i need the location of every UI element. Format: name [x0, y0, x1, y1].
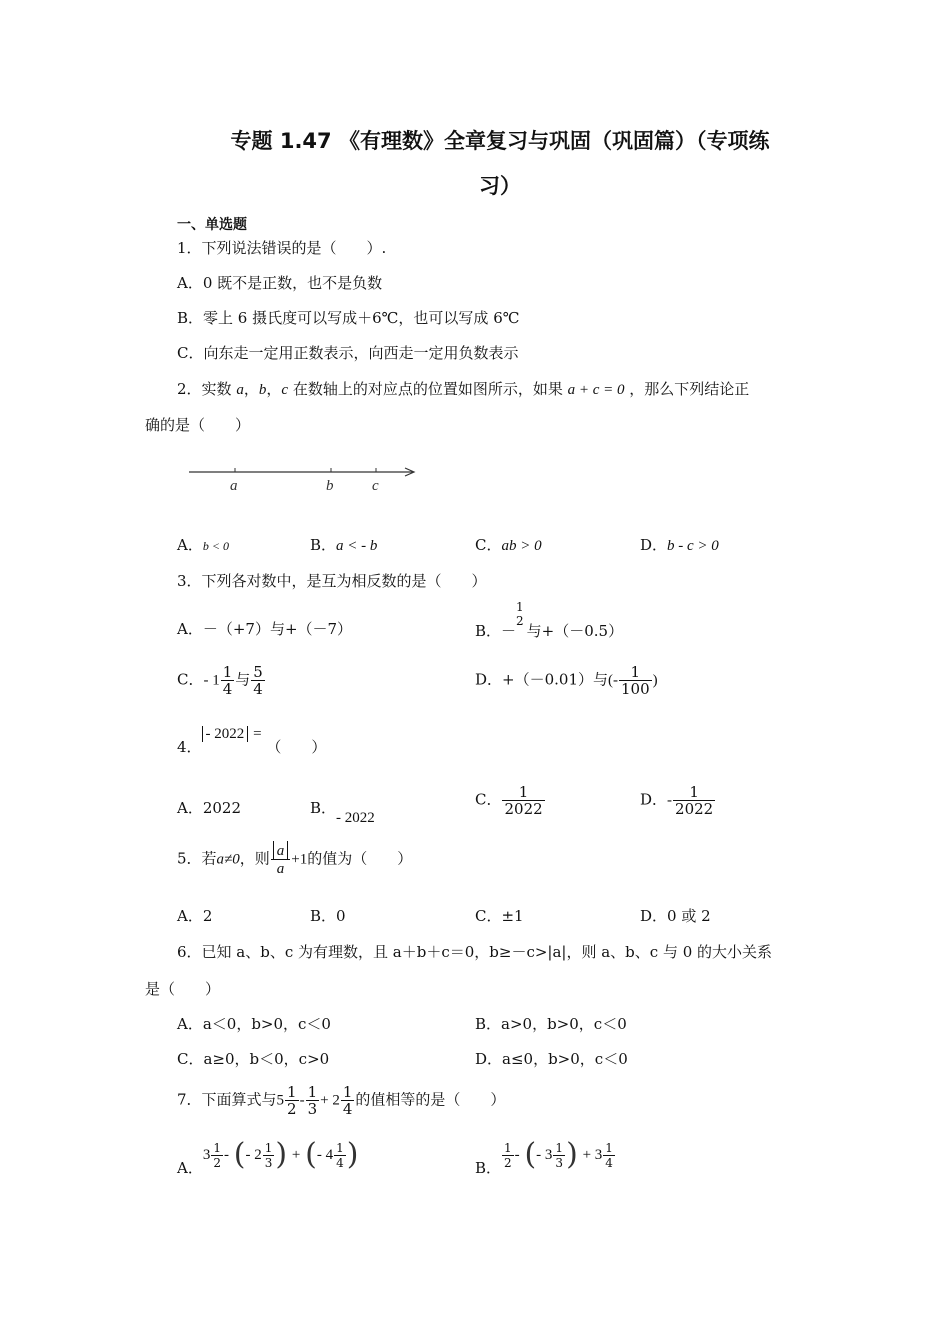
q6-option-c: C．a≥0，b＜0，c>0: [177, 1050, 330, 1068]
q5-stem: 5．若a≠0，则 $\frac{a}{a}$ +1的值为（ ）: [177, 843, 413, 877]
label-a: a: [230, 478, 238, 494]
q5-option-d: D．0 或 2: [640, 907, 711, 925]
q5-option-a: A．2: [177, 907, 213, 925]
q3-option-d: D．+（－0.01）与(- $\frac{1}{100}$ ): [475, 663, 658, 698]
q2-option-d: D．b - c > 0: [640, 536, 719, 554]
q4-option-b: B．- 2022: [310, 799, 375, 826]
q6-option-b: B．a>0，b>0，c＜0: [475, 1015, 627, 1033]
q2-stem-cont: 确的是（ ）: [145, 416, 251, 434]
q3-option-a: A．－（+7）与+（－7）: [177, 620, 353, 638]
q7-option-a: A．3 $\frac{1}{2}$ - (- 2 $\frac{1}{3}$ ) + (- 4 $\frac{1}{4}$ ): [177, 1137, 359, 1177]
q7-stem: 7．下面算式与5 $\frac{1}{2}$ - $\frac{1}{3}$ + 2 $\frac{1}{4}$ 的值相等的是（ ）: [177, 1083, 506, 1118]
q3-option-b: B．－ 1 2 与+（－0.5）: [475, 600, 624, 640]
q5-option-c: C．±1: [475, 907, 524, 925]
q2-condition: a + c = 0: [567, 382, 625, 398]
q5-option-b: B．0: [310, 907, 346, 925]
q2-option-b: B．a < - b: [310, 536, 378, 554]
q1-option-a: A．0 既不是正数，也不是负数: [177, 274, 383, 292]
q3-option-c: C．- 1 $\frac{1}{4}$ 与 $\frac{5}{4}$: [177, 663, 263, 698]
q2-option-c: C．ab > 0: [475, 536, 542, 554]
q6-stem: 6．已知 a、b、c 为有理数，且 a＋b＋c＝0，b≥－c>|a|，则 a、b、c 与 0 的大小关系: [177, 943, 773, 961]
label-b: b: [326, 478, 334, 494]
page-title: 专题 1.47 《有理数》全章复习与巩固（巩固篇）（专项练: [230, 129, 770, 153]
q6-stem-cont: 是（ ）: [145, 980, 221, 998]
q6-option-a: A．a＜0，b>0，c＜0: [177, 1015, 331, 1033]
q1-option-b: B．零上 6 摄氏度可以写成＋6℃，也可以写成 6℃: [177, 309, 520, 327]
q6-option-d: D．a≤0，b>0，c＜0: [475, 1050, 628, 1068]
q4-option-d: D．- $\frac{1}{2022}$: [640, 783, 714, 818]
q4-option-a: A．2022: [177, 799, 242, 817]
q4-option-c: C． $\frac{1}{2022}$: [475, 783, 543, 818]
q1-option-c: C．向东走一定用正数表示，向西走一定用负数表示: [177, 344, 519, 362]
q2-stem: 2．实数 a，b，c 在数轴上的对应点的位置如图所示，如果 a + c = 0 ，那么下列结论正: [177, 380, 750, 398]
label-c: c: [372, 478, 379, 494]
q2-option-a: A．b < 0: [177, 536, 229, 554]
q4-stem: 4．- 2022 = （ ）: [177, 726, 327, 756]
q1-stem: 1．下列说法错误的是（ ）.: [177, 239, 387, 257]
page-title-cont: 习）: [479, 174, 521, 198]
section-heading: 一、单选题: [177, 217, 247, 233]
q3-stem: 3．下列各对数中，是互为相反数的是（ ）: [177, 572, 487, 590]
q7-option-b: B． $\frac{1}{2}$ - (- 3 $\frac{1}{3}$ ) + 3 $\frac{1}{4}$: [475, 1137, 613, 1177]
q2-number-line: [185, 460, 425, 500]
